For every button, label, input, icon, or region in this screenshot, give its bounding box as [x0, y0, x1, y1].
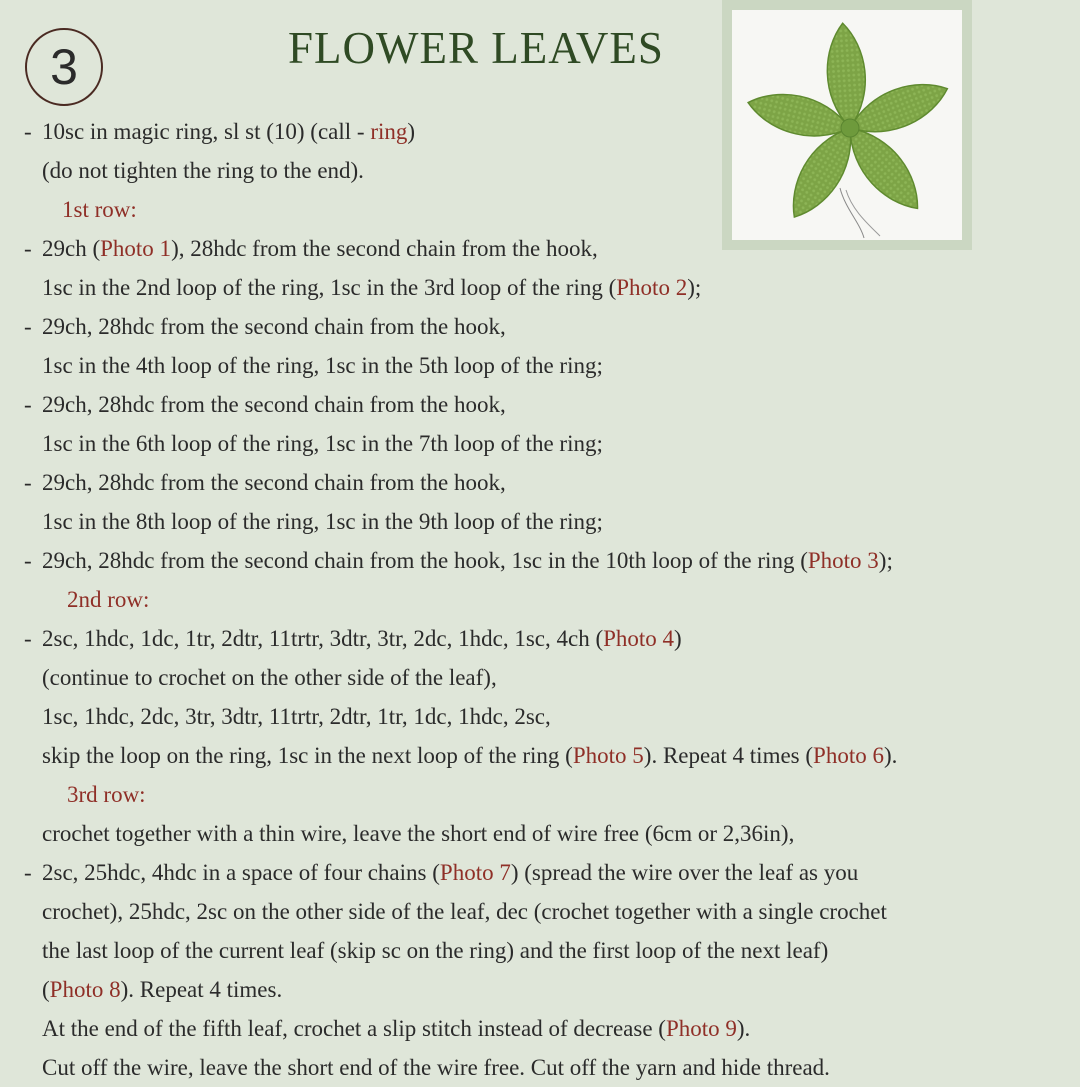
instruction-text: ) [674, 626, 682, 651]
instruction-line [0, 229, 1080, 268]
step-number-badge [25, 28, 103, 106]
instruction-line [0, 814, 1080, 853]
bullet-dash: - [24, 626, 32, 651]
instruction-line [0, 658, 1080, 697]
photo-reference: Photo 4 [603, 626, 675, 651]
instruction-text: 2sc, 25hdc, 4hdc in a space of four chains ( [42, 860, 440, 885]
bullet-dash: - [24, 119, 32, 144]
instruction-text: crochet), 25hdc, 2sc on the other side of the leaf, dec (crochet together with a single crochet [42, 899, 887, 924]
instruction-line [0, 424, 1080, 463]
step-number: 3 [50, 39, 78, 95]
instruction-text: 10sc in magic ring, sl st (10) (call - [42, 119, 371, 144]
instruction-text: 1sc in the 8th loop of the ring, 1sc in the 9th loop of the ring; [42, 509, 603, 534]
instruction-text: 29ch, 28hdc from the second chain from the hook, [42, 314, 506, 339]
instruction-text: ); [878, 548, 893, 573]
instruction-text: 1sc in the 2nd loop of the ring, 1sc in the 3rd loop of the ring ( [42, 275, 617, 300]
instruction-text: ). [736, 1016, 751, 1041]
instruction-text: ); [687, 275, 702, 300]
row-label: 3rd row: [67, 782, 146, 807]
instruction-text: (continue to crochet on the other side of the leaf), [42, 665, 497, 690]
row-heading [0, 580, 1080, 619]
bullet-dash: - [24, 236, 32, 261]
instruction-text: ) (spread the wire over the leaf as you [510, 860, 859, 885]
row-heading [0, 190, 1080, 229]
instruction-text: ). Repeat 4 times ( [643, 743, 814, 768]
row-label: 1st row: [62, 197, 137, 222]
instruction-line [0, 307, 1080, 346]
instruction-text: ). Repeat 4 times. [120, 977, 283, 1002]
instruction-text: 29ch ( [42, 236, 101, 261]
instruction-text: 1sc, 1hdc, 2dc, 3tr, 3dtr, 11trtr, 2dtr, 1tr, 1dc, 1hdc, 2sc, [42, 704, 551, 729]
instruction-line [0, 541, 1080, 580]
instruction-line [0, 931, 1080, 970]
bullet-dash: - [24, 470, 32, 495]
photo-reference: Photo 1 [100, 236, 172, 261]
instruction-text: 1sc in the 6th loop of the ring, 1sc in the 7th loop of the ring; [42, 431, 603, 456]
photo-reference: Photo 3 [807, 548, 879, 573]
photo-reference: Photo 2 [616, 275, 688, 300]
photo-reference: ring [370, 119, 408, 144]
instruction-text: ( [42, 977, 50, 1002]
instructions-text [0, 112, 1080, 1087]
bullet-dash: - [24, 392, 32, 417]
instruction-text: ). [883, 743, 898, 768]
photo-reference: Photo 9 [665, 1016, 737, 1041]
instruction-text: 29ch, 28hdc from the second chain from the hook, [42, 470, 506, 495]
instruction-text: 2sc, 1hdc, 1dc, 1tr, 2dtr, 11trtr, 3dtr, 3tr, 2dc, 1hdc, 1sc, 4ch ( [42, 626, 604, 651]
row-label: 2nd row: [67, 587, 150, 612]
bullet-dash: - [24, 860, 32, 885]
instruction-line [0, 463, 1080, 502]
instruction-text: 29ch, 28hdc from the second chain from the hook, [42, 392, 506, 417]
instruction-text: crochet together with a thin wire, leave the short end of wire free (6cm or 2,36in), [42, 821, 795, 846]
instruction-text: Cut off the wire, leave the short end of the wire free. Cut off the yarn and hide thread. [42, 1055, 830, 1080]
photo-reference: Photo 6 [813, 743, 884, 768]
instruction-line [0, 1009, 1080, 1048]
photo-reference: Photo 5 [572, 743, 644, 768]
instruction-text: the last loop of the current leaf (skip sc on the ring) and the first loop of the next leaf) [42, 938, 829, 963]
instruction-text: (do not tighten the ring to the end). [42, 158, 364, 183]
instruction-line [0, 736, 1080, 775]
instruction-line [0, 892, 1080, 931]
instruction-text: 29ch, 28hdc from the second chain from the hook, 1sc in the 10th loop of the ring ( [42, 548, 808, 573]
instruction-text: ) [407, 119, 416, 144]
instruction-text: skip the loop on the ring, 1sc in the next loop of the ring ( [42, 743, 573, 768]
instruction-line [0, 619, 1080, 658]
instruction-line [0, 385, 1080, 424]
instruction-line [0, 1048, 1080, 1087]
photo-reference: Photo 7 [439, 860, 511, 885]
bullet-dash: - [24, 548, 32, 573]
instruction-line [0, 151, 1080, 190]
instruction-text: 1sc in the 4th loop of the ring, 1sc in the 5th loop of the ring; [42, 353, 603, 378]
instruction-line [0, 268, 1080, 307]
instruction-line [0, 346, 1080, 385]
page-title: FLOWER LEAVES [288, 23, 664, 73]
photo-reference: Photo 8 [49, 977, 121, 1002]
row-heading [0, 775, 1080, 814]
instruction-line [0, 697, 1080, 736]
instruction-line [0, 502, 1080, 541]
instruction-line [0, 853, 1080, 892]
instruction-line [0, 970, 1080, 1009]
bullet-dash: - [24, 314, 32, 339]
instruction-line [0, 112, 1080, 151]
instruction-text: At the end of the fifth leaf, crochet a slip stitch instead of decrease ( [42, 1016, 666, 1041]
instruction-text: ), 28hdc from the second chain from the hook, [171, 236, 598, 261]
